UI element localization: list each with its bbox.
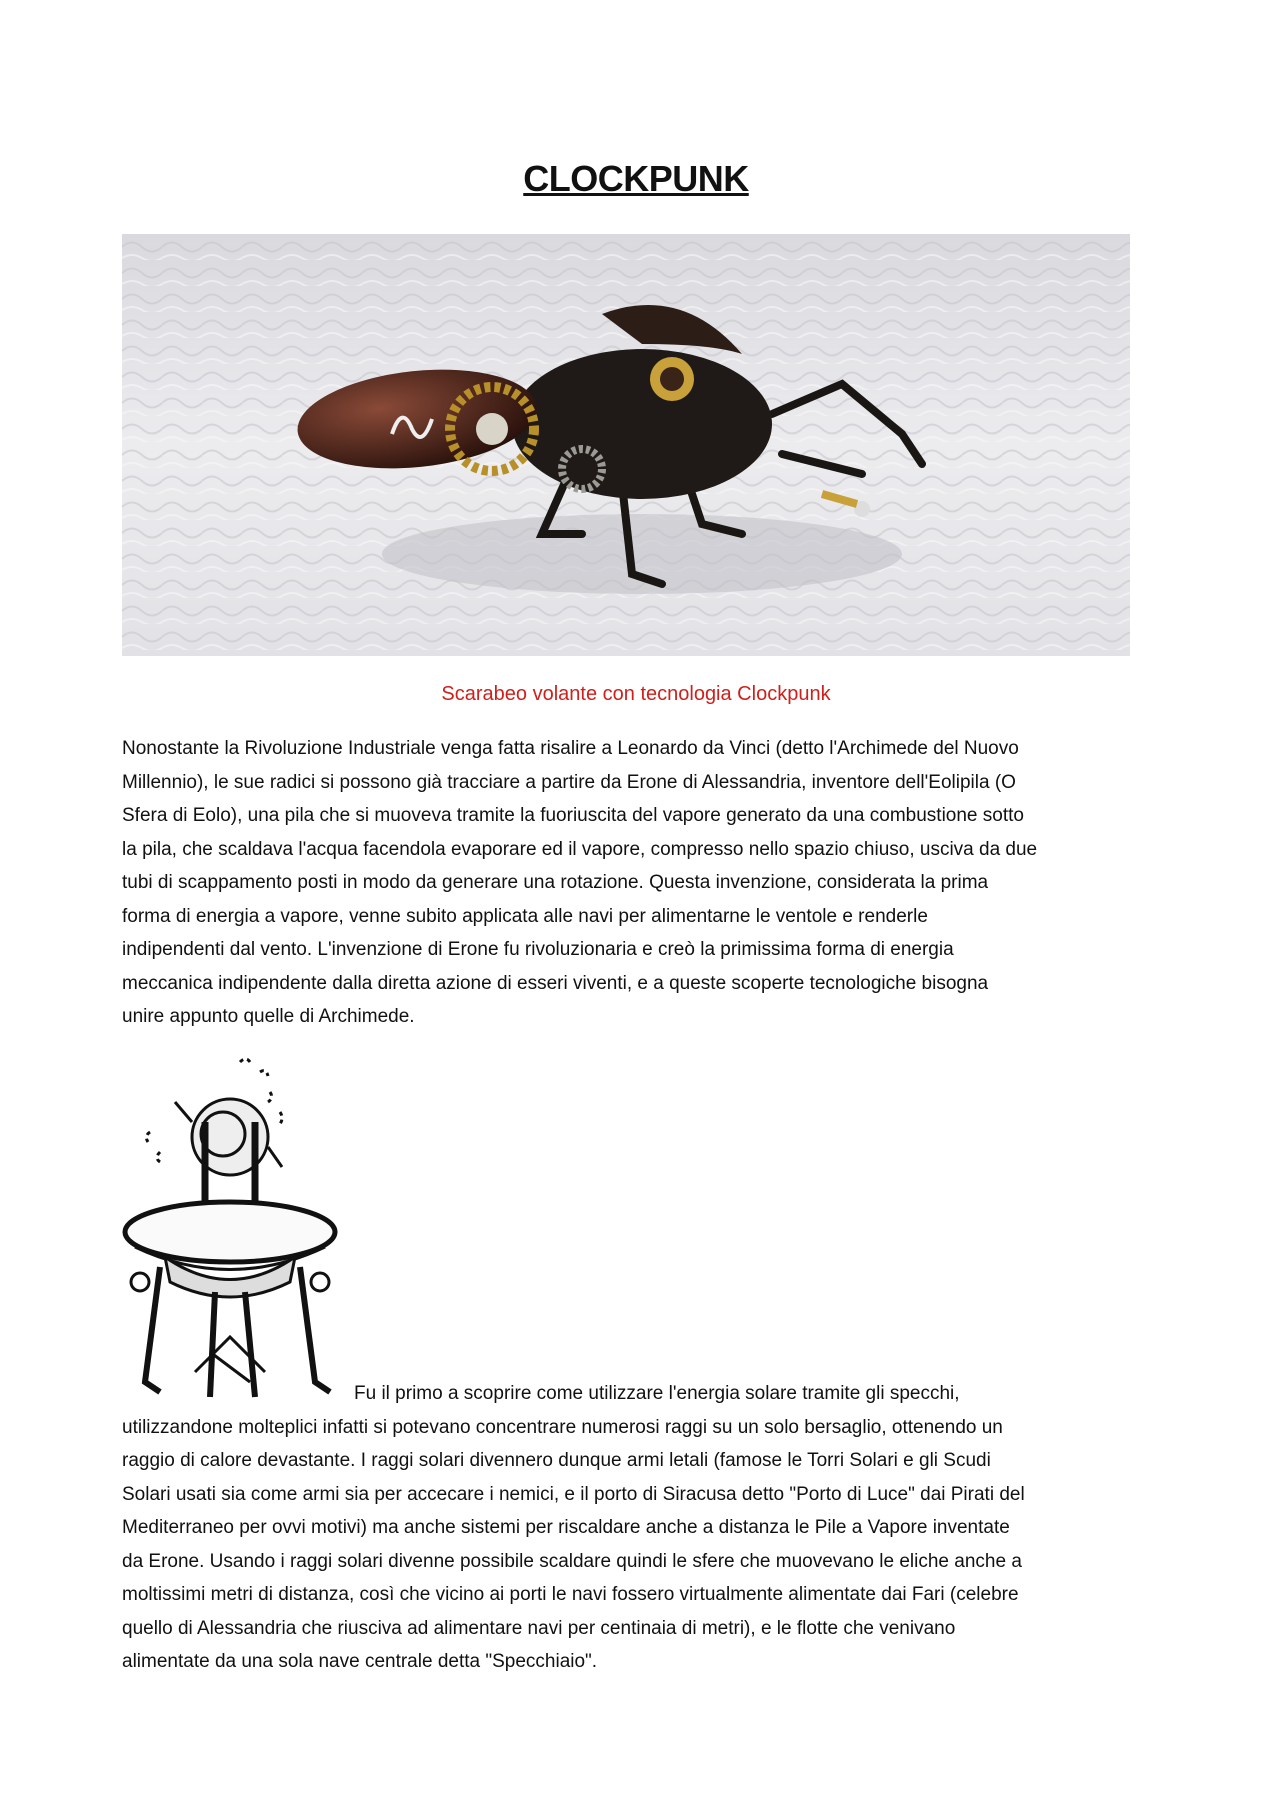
text-line: indipendenti dal vento. L'invenzione di Erone fu rivoluzionaria e creò la primissima forma di energia	[122, 939, 954, 960]
paragraph-archimede	[122, 1377, 1025, 1679]
text-line: raggio di calore devastante. I raggi solari divennero dunque armi letali (famose le Torri Solari e gli Scudi	[122, 1450, 991, 1471]
text-line: forma di energia a vapore, venne subito applicata alle navi per alimentarne le ventole e renderle	[122, 905, 928, 927]
text-line: moltissimi metri di distanza, così che vicino ai porti le navi fossero virtualmente alimentate dai Fari (celebre	[122, 1584, 1019, 1605]
page-title: CLOCKPUNK	[523, 158, 749, 199]
text-line: Nonostante la Rivoluzione Industriale venga fatta risalire a Leonardo da Vinci (detto l'Archimede del Nuovo	[122, 738, 1019, 759]
text-line: Solari usati sia come armi sia per accecare i nemici, e il porto di Siracusa detto "Porto di Luce" dai Pirati del	[122, 1483, 1025, 1505]
aeolipile-illustration	[120, 1052, 355, 1402]
text-line: la pila, che scaldava l'acqua facendola evaporare ed il vapore, compresso nello spazio chiuso, usciva da due	[122, 838, 1038, 860]
text-line: quello di Alessandria che riusciva ad alimentare navi per centinaia di metri), e le flotte che venivano	[122, 1617, 956, 1639]
clockpunk-beetle-photo	[122, 234, 1130, 656]
text-line: Millennio), le sue radici si possono già tracciare a partire da Erone di Alessandria, inventore dell'Eolipila (O	[122, 771, 1016, 793]
text-line: unire appunto quelle di Archimede.	[122, 1006, 415, 1027]
text-line: Mediterraneo per ovvi motivi) ma anche sistemi per riscaldare anche a distanza le Pile a Vapore inventate	[122, 1517, 1010, 1538]
text-line: Fu il primo a scoprire come utilizzare l'energia solare tramite gli specchi,	[354, 1383, 960, 1404]
text-line: Sfera di Eolo), una pila che si muoveva tramite la fuoriuscita del vapore generato da una combustione sotto	[122, 805, 1024, 826]
paragraph-erone	[122, 732, 1037, 1034]
text-line: alimentate da una sola nave centrale detta "Specchiaio".	[122, 1651, 598, 1672]
text-line: da Erone. Usando i raggi solari divenne possibile scaldare quindi le sfere che muovevano le eliche anche a	[122, 1550, 1022, 1572]
figure-caption: Scarabeo volante con tecnologia Clockpunk	[441, 683, 831, 705]
text-line: utilizzandone molteplici infatti si potevano concentrare numerosi raggi su un solo bersaglio, ottenendo un	[122, 1416, 1003, 1438]
text-line: tubi di scappamento posti in modo da generare una rotazione. Questa invenzione, considerata la prima	[122, 872, 989, 893]
text-line: meccanica indipendente dalla diretta azione di esseri viventi, e a queste scoperte tecnologiche bisogna	[122, 972, 989, 994]
